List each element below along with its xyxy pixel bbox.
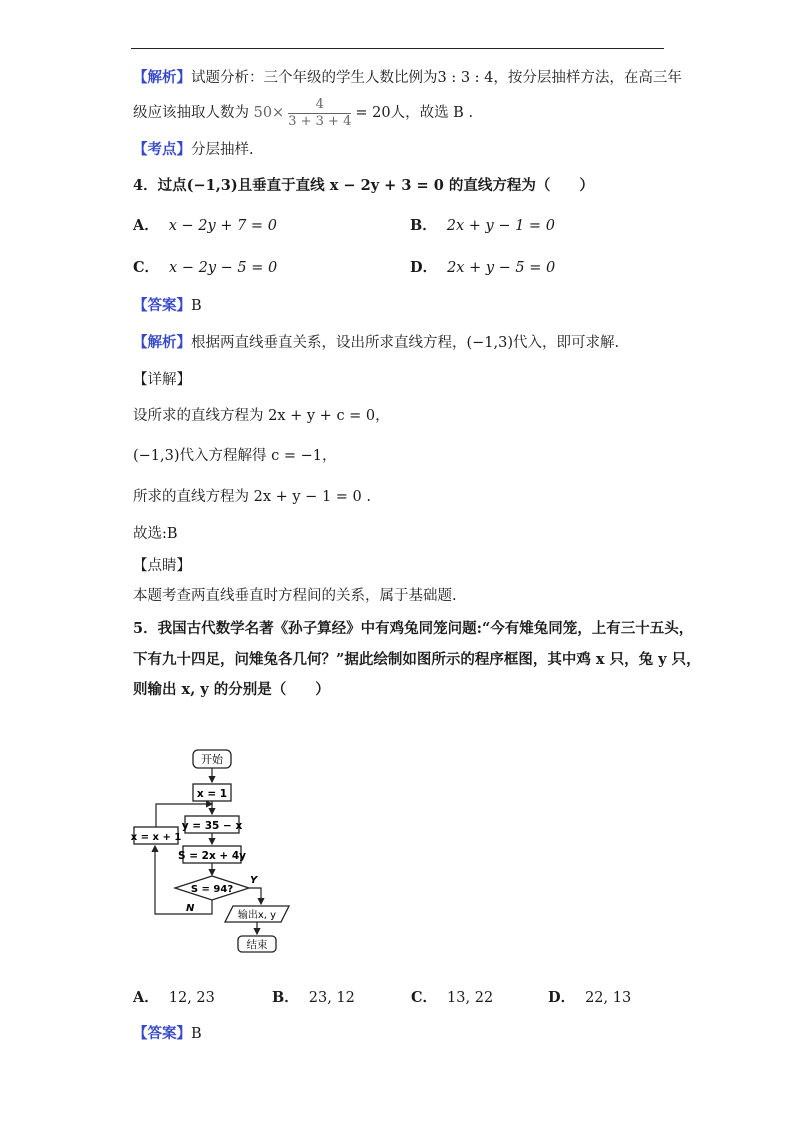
analysis-tag: 【解析】 — [133, 69, 191, 86]
prev-point-line — [133, 140, 254, 160]
answer-tag: 【答案】 — [133, 1025, 191, 1042]
q4-stem: 4．过点(−1,3)且垂直于直线 x − 2y + 3 = 0 的直线方程为（ ） — [133, 177, 594, 194]
q5-stem-line: 则输出 x, y 的分别是（ ） — [133, 681, 330, 698]
q4-detail-line: 设所求的直线方程为 2x + y + c = 0， — [133, 408, 390, 424]
q4-detail-tag: 【详解】 — [133, 372, 191, 388]
flow-no-label: N — [186, 903, 195, 914]
q4-detail-line: 故选:B — [133, 526, 178, 542]
analysis-text-3: = 20人，故选 B . — [355, 105, 474, 121]
flow-init-label: x = 1 — [196, 788, 228, 800]
flowchart — [131, 742, 301, 957]
option-text: 2x + y − 1 = 0 — [446, 218, 555, 234]
q5-option-b — [272, 988, 355, 1008]
q4-option-c — [133, 258, 277, 278]
q4-option-b — [410, 216, 555, 236]
flow-increment-label: x = x + 1 — [131, 832, 182, 843]
q5-stem-line: 下有九十四足，问雉兔各几何？”据此绘制如图所示的程序框图，其中鸡 x 只，兔 y 只， — [133, 651, 701, 668]
answer-value: B — [191, 1026, 202, 1042]
flow-s-label: S = 2x + 4y — [177, 850, 247, 862]
q4-comment: 本题考查两直线垂直时方程间的关系，属于基础题. — [133, 588, 457, 604]
q4-detail-line: 所求的直线方程为 2x + y − 1 = 0 . — [133, 489, 371, 505]
fraction-denominator: 3 + 3 + 4 — [288, 113, 352, 129]
q5-option-d — [548, 988, 631, 1008]
option-label: B． — [272, 989, 299, 1006]
q5-option-a — [133, 988, 215, 1008]
flow-end-label: 结束 — [246, 939, 268, 951]
flow-start-label: 开始 — [201, 753, 223, 766]
analysis-text: 试题分析：三个年级的学生人数比例为3 : 3 : 4，按分层抽样方法，在高三年 — [191, 70, 682, 86]
answer-tag: 【答案】 — [133, 297, 191, 314]
option-text: 22, 13 — [585, 990, 632, 1006]
q5-answer — [133, 1024, 202, 1044]
q4-detail-line: (−1,3)代入方程解得 c = −1， — [133, 448, 337, 464]
option-text: 23, 12 — [308, 990, 355, 1006]
flow-decision-label: S = 94? — [190, 884, 234, 895]
header-rule — [131, 48, 664, 49]
option-label: D． — [410, 259, 438, 276]
option-label: C． — [411, 989, 438, 1006]
answer-value: B — [191, 298, 202, 314]
q4-option-d — [410, 258, 555, 278]
analysis-text-2: 级应该抽取人数为 — [133, 105, 249, 121]
option-text: 13, 22 — [447, 990, 494, 1006]
option-text: x − 2y − 5 = 0 — [169, 260, 278, 276]
flow-output-label: 输出x, y — [237, 910, 277, 921]
option-text: 12, 23 — [168, 990, 215, 1006]
analysis-text: 根据两直线垂直关系，设出所求直线方程，(−1,3)代入，即可求解. — [191, 335, 620, 351]
option-text: 2x + y − 5 = 0 — [447, 260, 556, 276]
frac-whole: 50× — [253, 105, 285, 121]
prev-analysis-line2 — [133, 96, 473, 130]
q5-option-c — [411, 988, 493, 1008]
flow-yes-label: Y — [250, 875, 258, 886]
option-text: x − 2y + 7 = 0 — [168, 218, 277, 234]
q4-answer — [133, 296, 202, 316]
flow-yes-path — [249, 888, 261, 904]
point-text: 分层抽样. — [191, 142, 254, 158]
q4-option-a — [133, 216, 277, 236]
q5-stem-line: 5．我国古代数学名著《孙子算经》中有鸡兔同笼问题:“今有雉兔同笼，上有三十五头， — [133, 620, 694, 637]
fraction-numerator: 4 — [288, 97, 351, 114]
fraction — [288, 97, 351, 130]
q4-analysis — [133, 333, 619, 353]
prev-analysis-line1 — [133, 68, 682, 88]
option-label: A． — [133, 989, 159, 1006]
option-label: B． — [410, 217, 437, 234]
point-tag: 【考点】 — [133, 141, 191, 158]
q4-comment-tag: 【点睛】 — [133, 558, 191, 574]
option-label: C． — [133, 259, 160, 276]
analysis-tag: 【解析】 — [133, 334, 191, 351]
option-label: A． — [133, 217, 159, 234]
option-label: D． — [548, 989, 576, 1006]
flow-y-label: y = 35 − x — [181, 820, 243, 832]
